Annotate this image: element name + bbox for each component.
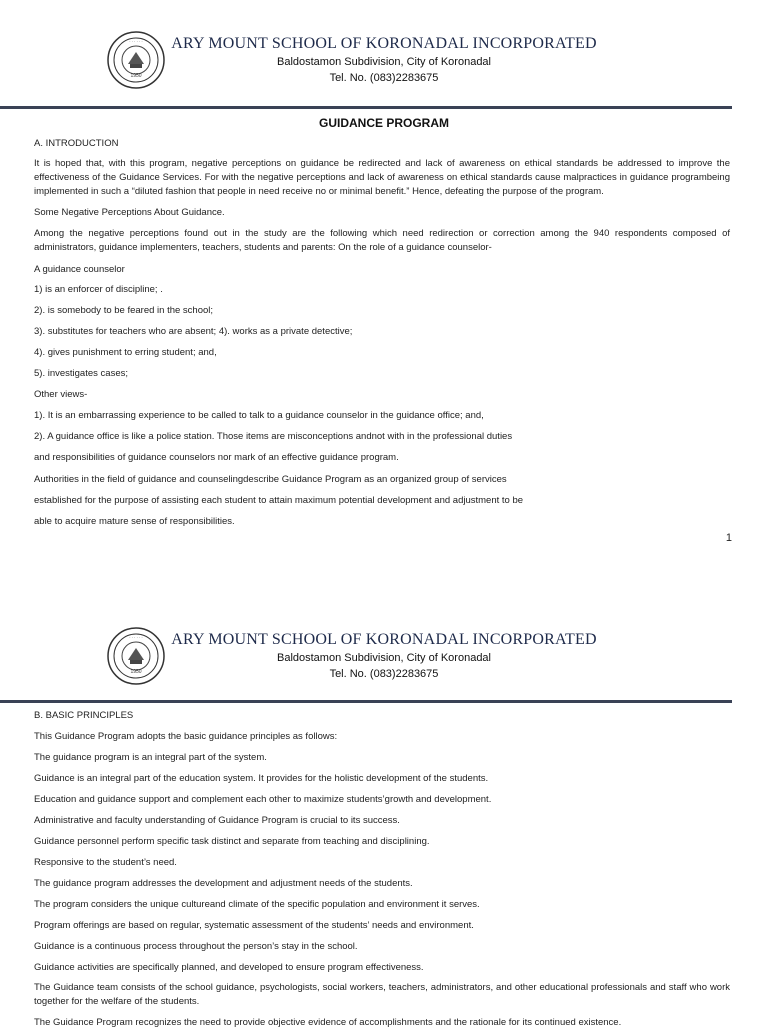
- list-item: Education and guidance support and complement each other to maximize students’growth and development.: [34, 794, 492, 805]
- document-page-2: [0, 596, 768, 1028]
- list-item: 4). gives punishment to erring student; and,: [34, 347, 217, 358]
- page-header: [0, 596, 768, 696]
- svg-text:1950: 1950: [130, 669, 142, 675]
- intro-paragraph: It is hoped that, with this program, negative perceptions on guidance be redirected and lack of awareness on ethical standards be addressed to improve the effectiveness of the Guidance Services. For with the negative perceptions and lack of awareness on ethical standards cause malpractices in guidance programbeing implemented in such a “diluted fashion that people in need receive no or minimal benefit.” Hence, defeating the purpose of the program.: [34, 158, 730, 197]
- list-item: This Guidance Program adopts the basic guidance principles as follows:: [34, 731, 338, 742]
- svg-text:1950: 1950: [130, 73, 142, 79]
- list-item: established for the purpose of assisting each student to attain maximum potential development and adjustment to be: [34, 495, 524, 506]
- list-item: Program offerings are based on regular, systematic assessment of the students’ needs and environment.: [34, 920, 474, 931]
- school-name: ARY MOUNT SCHOOL OF KORONADAL INCORPORATED: [171, 631, 597, 648]
- list-item: The guidance program is an integral part of the system.: [34, 752, 267, 763]
- list-item: Authorities in the field of guidance and counselingdescribe Guidance Program as an organized group of services: [34, 474, 507, 485]
- school-telephone: Tel. No. (083)2283675: [329, 72, 439, 84]
- list-item: Responsive to the student’s need.: [34, 857, 177, 868]
- list-item: The program considers the unique cultureand climate of the specific population and environment it serves.: [34, 899, 480, 910]
- document-title: GUIDANCE PROGRAM: [318, 116, 449, 130]
- school-telephone: Tel. No. (083)2283675: [329, 668, 439, 680]
- team-paragraph: The Guidance team consists of the school guidance, psychologists, social workers, teachers, administrators, and other educational professionals and staff who work together for the welfare of the students.: [34, 982, 730, 1007]
- list-item: 3). substitutes for teachers who are absent; 4). works as a private detective;: [34, 326, 353, 337]
- section-heading: A. INTRODUCTION: [34, 138, 119, 149]
- svg-text:· · · · · ·: · · · · · ·: [129, 635, 143, 640]
- counselor-label: A guidance counselor: [34, 264, 125, 275]
- school-name: ARY MOUNT SCHOOL OF KORONADAL INCORPORATED: [171, 35, 597, 52]
- study-paragraph: Among the negative perceptions found out in the study are the following which need redirection or correction among the 940 respondents composed of administrators, guidance implementers, teachers, students and parents: On the role of a guidance counselor-: [34, 228, 730, 253]
- page-number: 1: [725, 532, 732, 544]
- list-item: 1) is an enforcer of discipline; .: [34, 284, 163, 295]
- list-item: Guidance is a continuous process throughout the person’s stay in the school.: [34, 941, 358, 952]
- section-heading: B. BASIC PRINCIPLES: [34, 710, 134, 721]
- subheading: Some Negative Perceptions About Guidance.: [34, 207, 225, 218]
- list-item: able to acquire mature sense of responsibilities.: [34, 516, 235, 527]
- svg-text:· · · · · ·: · · · · · ·: [129, 39, 143, 44]
- list-item: Guidance personnel perform specific task distinct and separate from teaching and disciplining.: [34, 836, 430, 847]
- list-item: 5). investigates cases;: [34, 368, 128, 379]
- page-gap: [0, 560, 768, 596]
- header-rule: [0, 106, 732, 109]
- list-item: The guidance program addresses the development and adjustment needs of the students.: [34, 878, 413, 889]
- list-item: and responsibilities of guidance counselors nor mark of an effective guidance program.: [34, 452, 399, 463]
- list-item: Guidance activities are specifically planned, and developed to ensure program effectiveness.: [34, 962, 424, 973]
- list-item: Administrative and faculty understanding of Guidance Program is crucial to its success.: [34, 815, 400, 826]
- school-address: Baldostamon Subdivision, City of Koronadal: [276, 652, 491, 664]
- header-rule: [0, 700, 732, 703]
- list-item: Guidance is an integral part of the education system. It provides for the holistic development of the students.: [34, 773, 489, 784]
- list-item: 1). It is an embarrassing experience to be called to talk to a guidance counselor in the guidance office; and,: [34, 410, 484, 421]
- school-address: Baldostamon Subdivision, City of Koronadal: [276, 56, 491, 68]
- list-item: 2). A guidance office is like a police station. Those items are misconceptions andnot with in the professional duties: [34, 431, 513, 442]
- page-header: [0, 0, 768, 100]
- list-item: Other views-: [34, 389, 88, 400]
- list-item: 2). is somebody to be feared in the school;: [34, 305, 214, 316]
- list-item: The Guidance Program recognizes the need to provide objective evidence of accomplishments and the rationale for its continued existence.: [34, 1017, 622, 1028]
